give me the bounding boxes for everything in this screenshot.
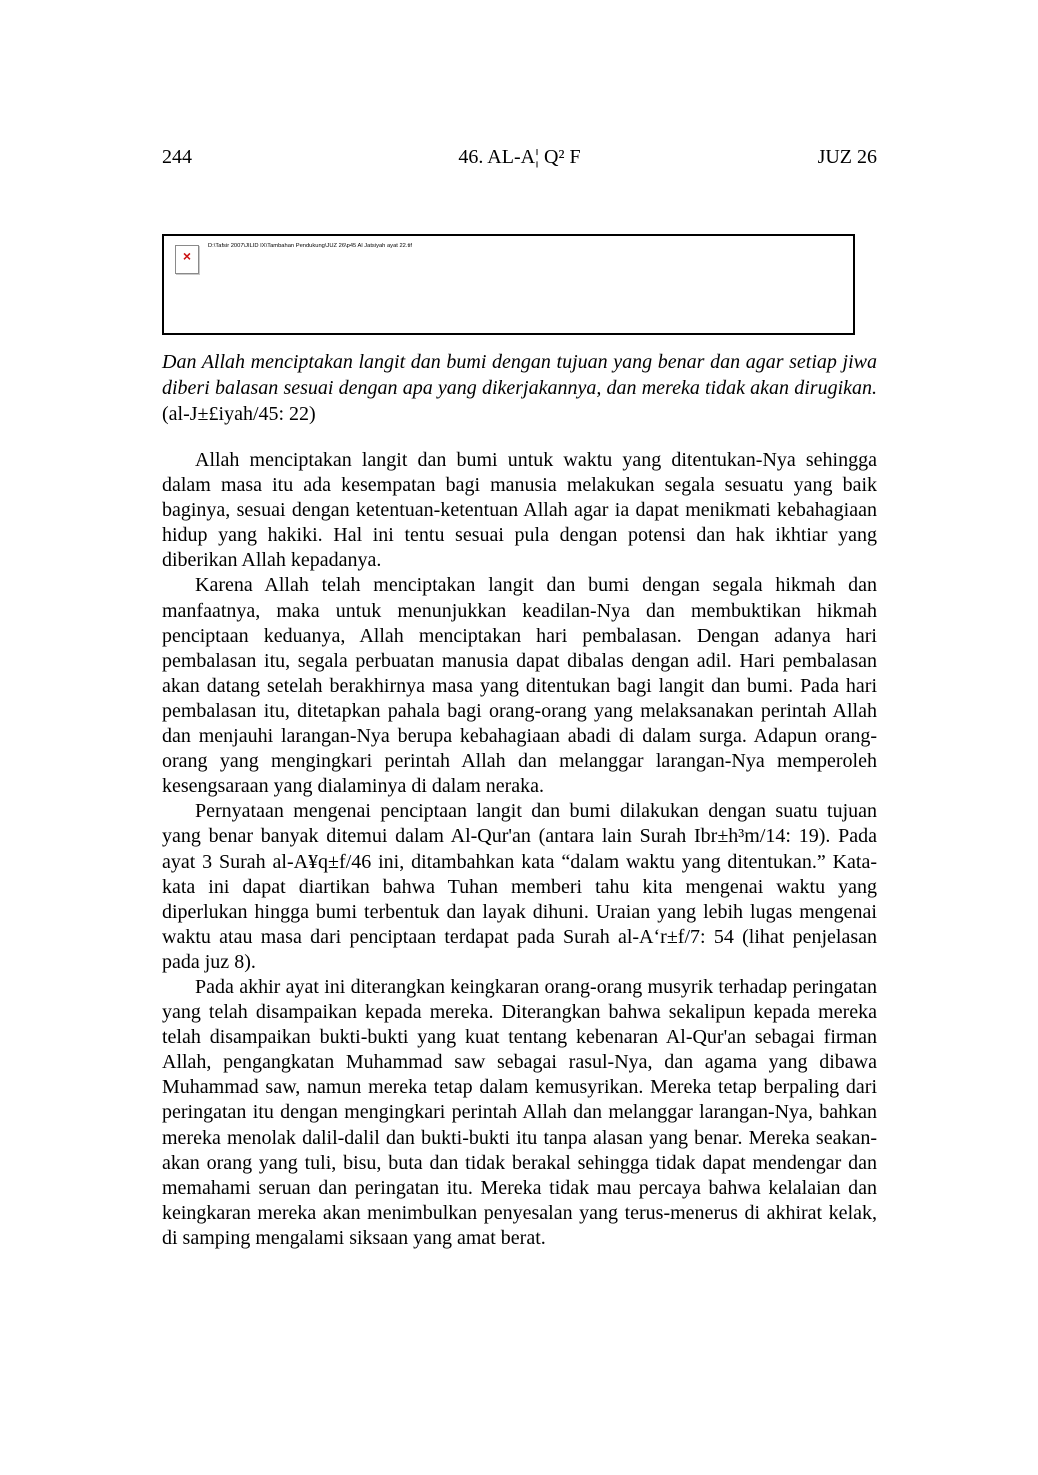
broken-image-icon (175, 245, 199, 274)
juz-label: JUZ 26 (817, 146, 878, 168)
image-placeholder-box (162, 234, 855, 335)
image-file-path: D:\Tafsir 2007\JILID IX\Tambahan Pendukung\JUZ 26\p45 Al Jatsiyah ayat 22.tif (208, 242, 412, 249)
broken-image-x-glyph: × (182, 248, 192, 264)
surah-title: 46. AL-A¦ Q² F (458, 146, 581, 168)
verse-translation-text: Dan Allah menciptakan langit dan bumi dengan tujuan yang benar dan agar setiap jiwa diberi balasan sesuai dengan apa yang dikerjakannya, dan mereka tidak akan dirugikan. (162, 351, 877, 399)
tafsir-paragraph-1: Allah menciptakan langit dan bumi untuk waktu yang ditentukan-Nya sehingga dalam masa itu ada kesempatan bagi manusia melakukan segala sesuatu yang baik baginya, sesuai dengan ketentuan-ketentuan Allah agar ia dapat menikmati kebahagiaan hidup yang hakiki. Hal ini tentu sesuai pula dengan potensi dan hak ikhtiar yang diberikan Allah kepadanya. (162, 449, 877, 572)
tafsir-paragraph-3: Pernyataan mengenai penciptaan langit dan bumi dilakukan dengan suatu tujuan yang benar banyak ditemui dalam Al-Qur'an (antara lain Surah Ibr±h³m/14: 19). Pada ayat 3 Surah al-A¥q±f/46 ini, ditambahkan kata “dalam waktu yang ditentukan.” Kata-kata ini dapat diartikan bahwa Tuhan memberi tahu kita mengenai waktu yang diperlukan hingga bumi terbentuk dan layak dihuni. Uraian yang lebih lugas mengenai waktu atau masa dari penciptaan terdapat pada Surah al-A‘r±f/7: 54 (lihat penjelasan pada juz 8). (162, 800, 877, 973)
tafsir-paragraph-2: Karena Allah telah menciptakan langit dan bumi dengan segala hikmah dan manfaatnya, maka untuk menunjukkan keadilan-Nya dan membuktikan hikmah penciptaan keduanya, Allah menciptakan hari pembalasan. Dengan adanya hari pembalasan itu, segala perbuatan manusia dapat dibalas dengan adil. Hari pembalasan akan datang setelah berakhirnya masa yang ditentukan bagi langit dan bumi. Pada hari pembalasan itu, ditetapkan pahala bagi orang-orang yang melaksanakan perintah Allah dan menjauhi larangan-Nya berupa kebahagiaan abadi di dalam surga. Adapun orang-orang yang mengingkari perintah Allah dan melanggar larangan-Nya memperoleh kesengsaraan yang dialaminya di dalam neraka. (162, 574, 877, 798)
verse-reference: (al-J±£iyah/45: 22) (162, 403, 316, 425)
tafsir-paragraph-4: Pada akhir ayat ini diterangkan keingkaran orang-orang musyrik terhadap peringatan yang telah disampaikan kepada mereka. Diterangkan bahwa sekalipun kepada mereka telah disampaikan bukti-bukti yang kuat tentang kebenaran Al-Qur'an sebagai firman Allah, pengangkatan Muhammad saw sebagai rasul-Nya, dan agama yang dibawa Muhammad saw, namun mereka tetap dalam kemusyrikan. Mereka tetap berpaling dari peringatan itu dengan mengingkari perintah Allah dan melanggar larangan-Nya, bahkan mereka menolak dalil-dalil dan bukti-bukti itu tanpa alasan yang benar. Mereka seakan-akan orang yang tuli, bisu, buta dan tidak berakal sehingga tidak dapat mendengar dan memahami seruan dan peringatan itu. Mereka tidak mau percaya bahwa kelalaian dan keingkaran mereka akan menimbulkan penyesalan yang terus-menerus di akhirat kelak, di samping mengalami siksaan yang amat berat. (162, 975, 877, 1249)
page-header (162, 146, 877, 168)
page-number: 244 (162, 146, 192, 168)
verse-translation-block (162, 349, 877, 427)
